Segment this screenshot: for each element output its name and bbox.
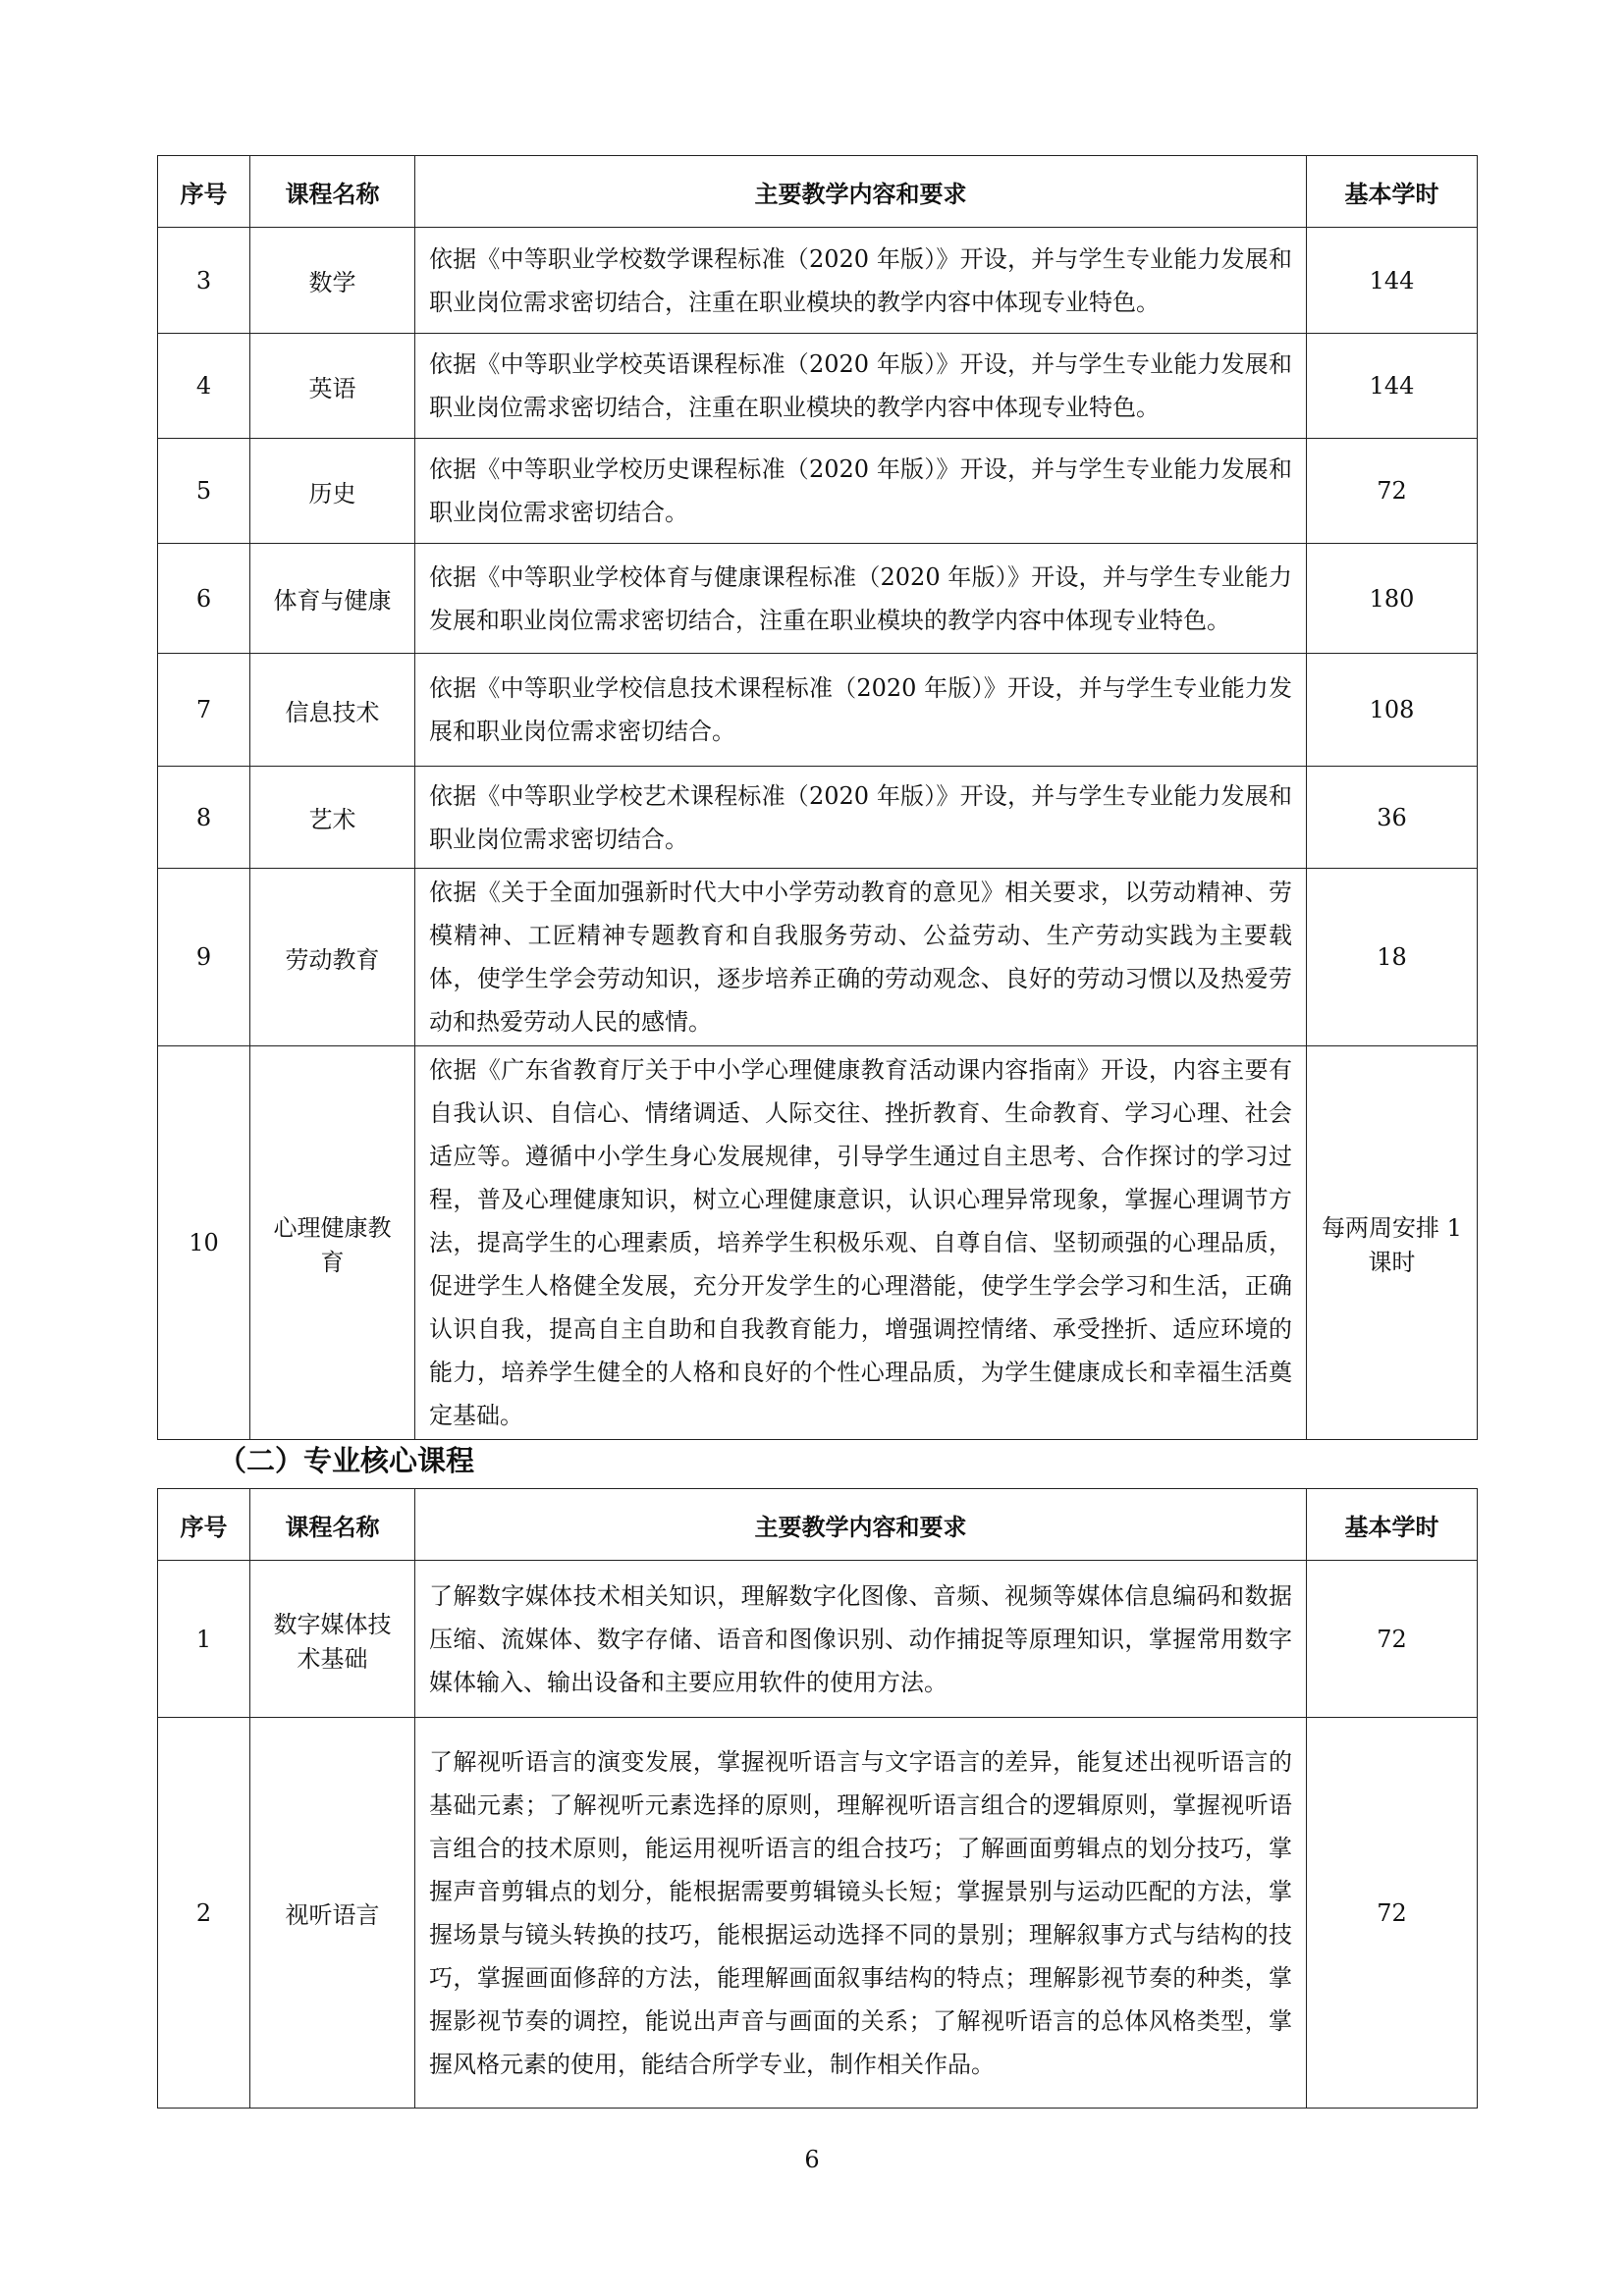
row-no: 8 (158, 767, 250, 869)
table-row (158, 439, 1478, 544)
row-course-name: 体育与健康 (250, 544, 415, 654)
row-hours: 72 (1307, 439, 1478, 544)
row-content: 依据《中等职业学校体育与健康课程标准（2020 年版）》开设，并与学生专业能力发展和职业岗位需求密切结合，注重在职业模块的教学内容中体现专业特色。 (415, 544, 1307, 654)
row-no: 5 (158, 439, 250, 544)
row-hours: 每两周安排 1 课时 (1307, 1046, 1478, 1440)
row-course-name: 英语 (250, 334, 415, 439)
row-hours: 36 (1307, 767, 1478, 869)
row-content: 依据《中等职业学校数学课程标准（2020 年版）》开设，并与学生专业能力发展和职业岗位需求密切结合，注重在职业模块的教学内容中体现专业特色。 (415, 228, 1307, 334)
row-no: 4 (158, 334, 250, 439)
row-hours: 18 (1307, 869, 1478, 1046)
table-row (158, 334, 1478, 439)
row-no: 1 (158, 1561, 250, 1718)
table-row (158, 544, 1478, 654)
header-course-name: 课程名称 (250, 1489, 415, 1561)
row-no: 9 (158, 869, 250, 1046)
header-no: 序号 (158, 156, 250, 228)
row-hours: 72 (1307, 1718, 1478, 2109)
row-course-name: 艺术 (250, 767, 415, 869)
general-courses-table (157, 155, 1478, 1440)
row-no: 10 (158, 1046, 250, 1440)
row-hours: 144 (1307, 228, 1478, 334)
header-content: 主要教学内容和要求 (415, 1489, 1307, 1561)
header-hours: 基本学时 (1307, 156, 1478, 228)
core-courses-table (157, 1488, 1478, 2109)
header-content: 主要教学内容和要求 (415, 156, 1307, 228)
table-row (158, 228, 1478, 334)
table-row (158, 1718, 1478, 2109)
section-title: （二）专业核心课程 (218, 1444, 475, 1477)
table-header-row (158, 156, 1478, 228)
row-course-name: 信息技术 (250, 654, 415, 767)
row-course-name: 历史 (250, 439, 415, 544)
row-content: 依据《中等职业学校英语课程标准（2020 年版）》开设，并与学生专业能力发展和职业岗位需求密切结合，注重在职业模块的教学内容中体现专业特色。 (415, 334, 1307, 439)
table-row (158, 1046, 1478, 1440)
header-course-name: 课程名称 (250, 156, 415, 228)
row-content: 依据《中等职业学校信息技术课程标准（2020 年版）》开设，并与学生专业能力发展和职业岗位需求密切结合。 (415, 654, 1307, 767)
header-hours: 基本学时 (1307, 1489, 1478, 1561)
table-row (158, 767, 1478, 869)
row-course-name: 视听语言 (250, 1718, 415, 2109)
row-course-name: 心理健康教育 (250, 1046, 415, 1440)
row-hours: 108 (1307, 654, 1478, 767)
table-row (158, 869, 1478, 1046)
row-content: 了解视听语言的演变发展，掌握视听语言与文字语言的差异，能复述出视听语言的基础元素；了解视听元素选择的原则，理解视听语言组合的逻辑原则，掌握视听语言组合的技术原则，能运用视听语言的组合技巧；了解画面剪辑点的划分技巧，掌握声音剪辑点的划分，能根据需要剪辑镜头长短；掌握景别与运动匹配的方法，掌握场景与镜头转换的技巧，能根据运动选择不同的景别；理解叙事方式与结构的技巧，掌握画面修辞的方法，能理解画面叙事结构的特点；理解影视节奏的种类，掌握影视节奏的调控，能说出声音与画面的关系；了解视听语言的总体风格类型，掌握风格元素的使用，能结合所学专业，制作相关作品。 (415, 1718, 1307, 2109)
row-course-name: 劳动教育 (250, 869, 415, 1046)
header-no: 序号 (158, 1489, 250, 1561)
row-course-name: 数字媒体技术基础 (250, 1561, 415, 1718)
page-number: 6 (804, 2146, 820, 2173)
row-no: 2 (158, 1718, 250, 2109)
row-content: 依据《中等职业学校艺术课程标准（2020 年版）》开设，并与学生专业能力发展和职业岗位需求密切结合。 (415, 767, 1307, 869)
row-content: 依据《关于全面加强新时代大中小学劳动教育的意见》相关要求，以劳动精神、劳模精神、工匠精神专题教育和自我服务劳动、公益劳动、生产劳动实践为主要载体，使学生学会劳动知识，逐步培养正确的劳动观念、良好的劳动习惯以及热爱劳动和热爱劳动人民的感情。 (415, 869, 1307, 1046)
row-no: 3 (158, 228, 250, 334)
row-content: 了解数字媒体技术相关知识，理解数字化图像、音频、视频等媒体信息编码和数据压缩、流媒体、数字存储、语音和图像识别、动作捕捉等原理知识，掌握常用数字媒体输入、输出设备和主要应用软件的使用方法。 (415, 1561, 1307, 1718)
row-hours: 72 (1307, 1561, 1478, 1718)
row-content: 依据《中等职业学校历史课程标准（2020 年版）》开设，并与学生专业能力发展和职业岗位需求密切结合。 (415, 439, 1307, 544)
table-row (158, 654, 1478, 767)
row-no: 6 (158, 544, 250, 654)
table-header-row (158, 1489, 1478, 1561)
row-content: 依据《广东省教育厅关于中小学心理健康教育活动课内容指南》开设，内容主要有自我认识、自信心、情绪调适、人际交往、挫折教育、生命教育、学习心理、社会适应等。遵循中小学生身心发展规律，引导学生通过自主思考、合作探讨的学习过程，普及心理健康知识，树立心理健康意识，认识心理异常现象，掌握心理调节方法，提高学生的心理素质，培养学生积极乐观、自尊自信、坚韧顽强的心理品质，促进学生人格健全发展，充分开发学生的心理潜能，使学生学会学习和生活，正确认识自我，提高自主自助和自我教育能力，增强调控情绪、承受挫折、适应环境的能力，培养学生健全的人格和良好的个性心理品质，为学生健康成长和幸福生活奠定基础。 (415, 1046, 1307, 1440)
row-hours: 180 (1307, 544, 1478, 654)
row-no: 7 (158, 654, 250, 767)
row-hours: 144 (1307, 334, 1478, 439)
row-course-name: 数学 (250, 228, 415, 334)
table-row (158, 1561, 1478, 1718)
